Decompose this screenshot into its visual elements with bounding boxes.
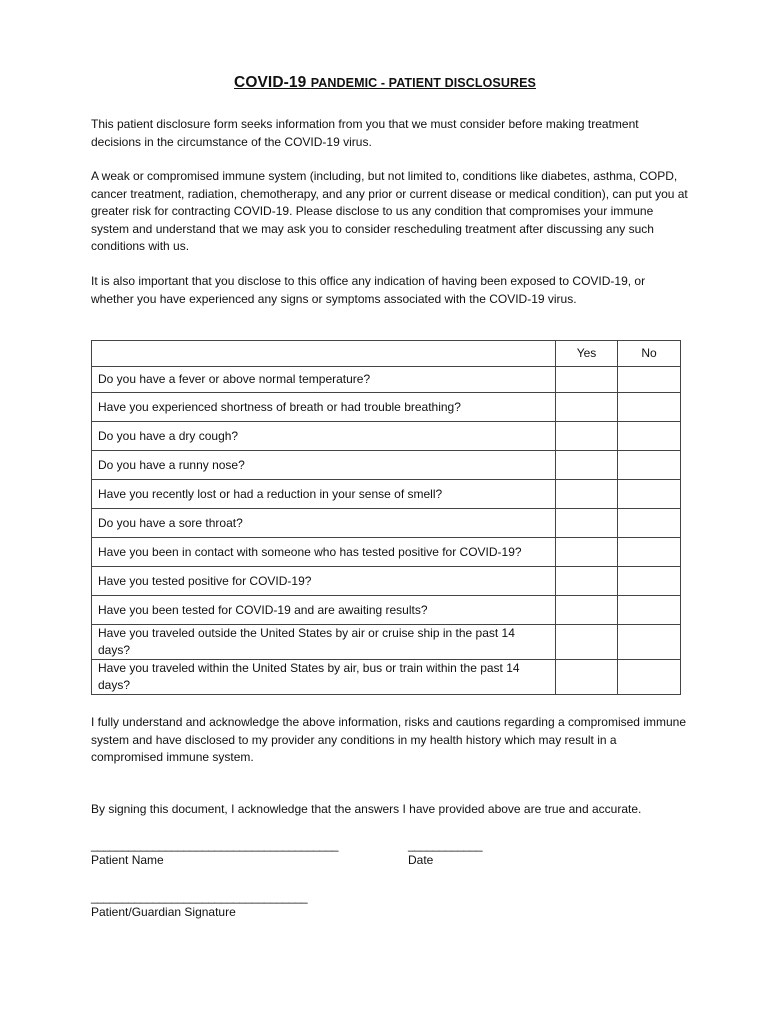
question-text: Have you tested positive for COVID-19? <box>92 567 556 596</box>
question-text: Do you have a fever or above normal temperature? <box>92 367 556 393</box>
yes-checkbox[interactable] <box>556 393 618 422</box>
question-text: Do you have a runny nose? <box>92 451 556 480</box>
yes-checkbox[interactable] <box>556 480 618 509</box>
question-text: Have you traveled within the United States by air, bus or train within the past 14 days? <box>92 660 556 695</box>
no-checkbox[interactable] <box>618 660 681 695</box>
table-row <box>92 660 681 695</box>
yes-checkbox[interactable] <box>556 538 618 567</box>
no-checkbox[interactable] <box>618 625 681 660</box>
table-row <box>92 451 681 480</box>
question-text: Do you have a dry cough? <box>92 422 556 451</box>
exposure-paragraph: It is also important that you disclose to this office any indication of having been exposed to COVID-19, or whether you have experienced any signs or symptoms associated with the COVID-19 virus. <box>91 274 646 306</box>
symptom-questionnaire <box>91 340 681 695</box>
patient-name-field[interactable]: ________________________________________ <box>91 838 338 852</box>
no-checkbox[interactable] <box>618 451 681 480</box>
no-checkbox[interactable] <box>618 480 681 509</box>
signature-label: Patient/Guardian Signature <box>91 905 236 919</box>
yes-column-header: Yes <box>556 341 618 367</box>
no-checkbox[interactable] <box>618 538 681 567</box>
page-title <box>0 74 770 92</box>
intro-paragraph: This patient disclosure form seeks information from you that we must consider before making treatment decisions in the circumstance of the COVID-19 virus. <box>91 117 639 149</box>
date-label: Date <box>408 853 434 867</box>
header-question-cell <box>92 341 556 367</box>
table-row <box>92 480 681 509</box>
acknowledgement-paragraph: I fully understand and acknowledge the above information, risks and cautions regarding a compromised immune system and have disclosed to my provider any conditions in my health history which may result in a compromised immune system. <box>91 715 686 764</box>
yes-checkbox[interactable] <box>556 367 618 393</box>
question-text: Have you been tested for COVID-19 and are awaiting results? <box>92 596 556 625</box>
signature-field[interactable]: ___________________________________ <box>91 890 308 904</box>
yes-checkbox[interactable] <box>556 509 618 538</box>
no-checkbox[interactable] <box>618 509 681 538</box>
signing-statement: By signing this document, I acknowledge that the answers I have provided above are true and accurate. <box>91 802 642 816</box>
date-field[interactable]: ____________ <box>408 838 483 852</box>
table-row <box>92 625 681 660</box>
table-row <box>92 393 681 422</box>
yes-checkbox[interactable] <box>556 660 618 695</box>
table-header-row <box>92 341 681 367</box>
yes-checkbox[interactable] <box>556 567 618 596</box>
question-text: Have you been in contact with someone who has tested positive for COVID-19? <box>92 538 556 567</box>
table-row <box>92 367 681 393</box>
no-checkbox[interactable] <box>618 567 681 596</box>
question-text: Have you traveled outside the United States by air or cruise ship in the past 14 days? <box>92 625 556 660</box>
table-row <box>92 596 681 625</box>
yes-checkbox[interactable] <box>556 596 618 625</box>
no-checkbox[interactable] <box>618 393 681 422</box>
no-checkbox[interactable] <box>618 596 681 625</box>
yes-checkbox[interactable] <box>556 625 618 660</box>
table-row <box>92 509 681 538</box>
question-text: Have you experienced shortness of breath or had trouble breathing? <box>92 393 556 422</box>
no-checkbox[interactable] <box>618 422 681 451</box>
table-row <box>92 567 681 596</box>
question-text: Have you recently lost or had a reduction in your sense of smell? <box>92 480 556 509</box>
table-row <box>92 538 681 567</box>
no-checkbox[interactable] <box>618 367 681 393</box>
yes-checkbox[interactable] <box>556 451 618 480</box>
no-column-header: No <box>618 341 681 367</box>
title-prefix: COVID-19 <box>234 74 311 91</box>
table-row <box>92 422 681 451</box>
immune-paragraph: A weak or compromised immune system (including, but not limited to, conditions like diabetes, asthma, COPD, cancer treatment, radiation, chemotherapy, and any prior or current disease or medical condition), can put you at greater risk for contracting COVID-19. Please disclose to us any condition that compromises your immune system and understand that we may ask you to consider rescheduling treatment after discussing any such conditions with us. <box>91 169 688 253</box>
question-text: Do you have a sore throat? <box>92 509 556 538</box>
yes-checkbox[interactable] <box>556 422 618 451</box>
patient-name-label: Patient Name <box>91 853 164 867</box>
title-suffix: PANDEMIC - PATIENT DISCLOSURES <box>310 76 536 90</box>
